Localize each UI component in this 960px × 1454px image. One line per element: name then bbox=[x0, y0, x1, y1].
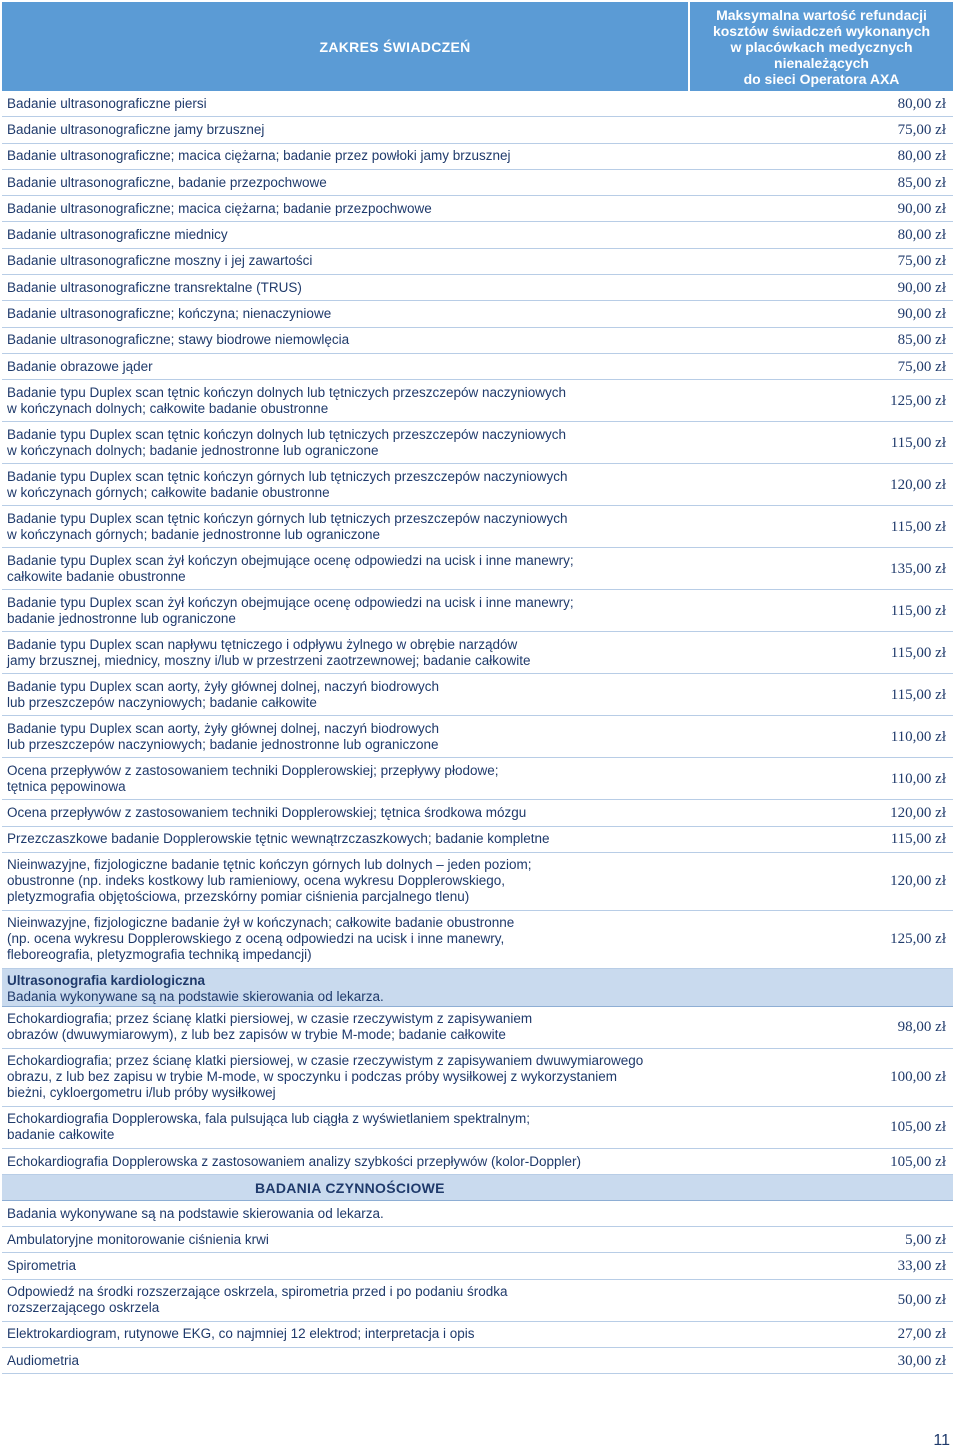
refund-amount: 50,00 zł bbox=[897, 1292, 946, 1309]
service-description: Badanie ultrasonograficzne jamy brzusznej bbox=[7, 121, 265, 137]
service-description: Badanie ultrasonograficzne moszny i jej zawartości bbox=[7, 253, 313, 269]
table-row bbox=[2, 674, 953, 716]
service-description: Echokardiografia Dopplerowska, fala pulsująca lub ciągła z wyświetlaniem spektralnym; badanie całkowite bbox=[7, 1111, 530, 1143]
table-row bbox=[2, 548, 953, 590]
service-description: Badanie typu Duplex scan aorty, żyły głównej dolnej, naczyń biodrowych lub przeszczepów naczyniowych; badanie całkowite bbox=[7, 678, 439, 710]
refund-amount: 85,00 zł bbox=[897, 174, 946, 191]
table-row bbox=[2, 196, 953, 222]
refund-amount: 115,00 zł bbox=[890, 831, 946, 848]
refund-amount: 120,00 zł bbox=[890, 804, 946, 821]
refund-amount: 110,00 zł bbox=[890, 728, 946, 745]
service-description: Badanie ultrasonograficzne; kończyna; nienaczyniowe bbox=[7, 306, 332, 322]
table-row bbox=[2, 91, 953, 117]
service-description: Badanie ultrasonograficzne; macica ciężarna; badanie przez powłoki jamy brzusznej bbox=[7, 148, 511, 164]
service-description: Badanie typu Duplex scan aorty, żyły głównej dolnej, naczyń biodrowych lub przeszczepów naczyniowych; badanie jednostronne lub ograniczone bbox=[7, 720, 439, 752]
refund-amount: 105,00 zł bbox=[890, 1153, 946, 1170]
ultrasound-rows bbox=[2, 91, 953, 969]
refund-amount: 115,00 zł bbox=[890, 602, 946, 619]
table-row bbox=[2, 758, 953, 800]
refund-amount: 27,00 zł bbox=[897, 1326, 946, 1343]
service-description: Ambulatoryjne monitorowanie ciśnienia krwi bbox=[7, 1231, 269, 1247]
page-number: 11 bbox=[933, 1432, 950, 1449]
section-title: BADANIA CZYNNOŚCIOWE bbox=[255, 1179, 445, 1196]
refund-amount: 90,00 zł bbox=[897, 200, 946, 217]
refund-amount: 125,00 zł bbox=[890, 931, 946, 948]
refund-amount: 110,00 zł bbox=[890, 770, 946, 787]
table-row bbox=[2, 464, 953, 506]
table-row bbox=[2, 328, 953, 354]
table-row bbox=[2, 1049, 953, 1107]
table-row bbox=[2, 1227, 953, 1253]
service-description: Badanie ultrasonograficzne piersi bbox=[7, 95, 207, 111]
refund-amount: 75,00 zł bbox=[897, 358, 946, 375]
table-row bbox=[2, 800, 953, 826]
section-title: Ultrasonografia kardiologiczna bbox=[7, 972, 206, 988]
service-description: Nieinwazyjne, fizjologiczne badanie żył w kończynach; całkowite badanie obustronne (np. ocena wykresu Dopplerowskiego z oceną odpowiedzi na ucisk i inne manewry, fleboreografia, pletyzmografia techniką impedancji) bbox=[7, 915, 515, 963]
max-refund-header-line: Maksymalna wartość refundacji bbox=[716, 6, 927, 23]
table-row bbox=[2, 1149, 953, 1175]
table-row bbox=[2, 170, 953, 196]
service-description: Echokardiografia Dopplerowska z zastosowaniem analizy szybkości przepływów (kolor-Doppler) bbox=[7, 1153, 581, 1169]
refund-amount: 115,00 zł bbox=[890, 686, 946, 703]
refund-amount: 120,00 zł bbox=[890, 476, 946, 493]
service-description: Badanie ultrasonograficzne transrektalne (TRUS) bbox=[7, 279, 302, 295]
refund-amount: 30,00 zł bbox=[897, 1352, 946, 1369]
table-row bbox=[2, 222, 953, 248]
refund-amount: 115,00 zł bbox=[890, 518, 946, 535]
refund-amount: 115,00 zł bbox=[890, 434, 946, 451]
service-description: Badanie typu Duplex scan tętnic kończyn dolnych lub tętniczych przeszczepów naczyniowych w kończynach dolnych; badanie jednostronne lub ograniczone bbox=[7, 426, 567, 458]
table-row bbox=[2, 354, 953, 380]
table-row bbox=[2, 716, 953, 758]
max-refund-header-line: do sieci Operatora AXA bbox=[743, 70, 900, 87]
service-description: Badanie obrazowe jąder bbox=[7, 358, 153, 374]
refund-amount: 85,00 zł bbox=[897, 332, 946, 349]
table-row bbox=[2, 301, 953, 327]
service-description: Badanie ultrasonograficzne; macica ciężarna; badanie przezpochwowe bbox=[7, 200, 432, 216]
cardiology-rows bbox=[2, 1007, 953, 1175]
refund-amount: 125,00 zł bbox=[890, 392, 946, 409]
max-refund-header-line: nienależących bbox=[774, 54, 869, 71]
table-row bbox=[2, 422, 953, 464]
section-cardiology bbox=[2, 969, 953, 1007]
functional-rows bbox=[2, 1227, 953, 1374]
service-description: Nieinwazyjne, fizjologiczne badanie tętnic kończyn górnych lub dolnych – jeden poziom; obustronne (np. indeks kostkowy lub ramieniowy, ocena wykresu Dopplerowskiego, pletyzmografia objętościowa, przezskórny pomiar ciśnienia parcjalnego tlenu) bbox=[7, 857, 532, 905]
service-description: Badanie typu Duplex scan żył kończyn obejmujące ocenę odpowiedzi na ucisk i inne manewry; całkowite badanie obustronne bbox=[7, 552, 574, 584]
table-row bbox=[2, 380, 953, 422]
table-row bbox=[2, 1007, 953, 1049]
service-description: Ocena przepływów z zastosowaniem techniki Dopplerowskiej; przepływy płodowe; tętnica pępowinowa bbox=[7, 762, 499, 794]
refund-amount: 100,00 zł bbox=[890, 1069, 946, 1086]
service-description: Ocena przepływów z zastosowaniem techniki Dopplerowskiej; tętnica środkowa mózgu bbox=[7, 804, 527, 820]
service-description: Audiometria bbox=[7, 1352, 80, 1368]
table-row bbox=[2, 1280, 953, 1322]
refund-amount: 90,00 zł bbox=[897, 306, 946, 323]
table-row bbox=[2, 827, 953, 853]
table-row bbox=[2, 249, 953, 275]
refund-amount: 75,00 zł bbox=[897, 253, 946, 270]
section-note: Badania wykonywane są na podstawie skierowania od lekarza. bbox=[7, 988, 384, 1004]
table-row bbox=[2, 144, 953, 170]
table-row bbox=[2, 117, 953, 143]
section-note: Badania wykonywane są na podstawie skierowania od lekarza. bbox=[2, 1201, 953, 1227]
refund-amount: 98,00 zł bbox=[897, 1019, 946, 1036]
table-row bbox=[2, 1253, 953, 1279]
refund-amount: 33,00 zł bbox=[897, 1258, 946, 1275]
refund-amount: 90,00 zł bbox=[897, 279, 946, 296]
refund-amount: 80,00 zł bbox=[897, 227, 946, 244]
service-description: Badanie typu Duplex scan tętnic kończyn dolnych lub tętniczych przeszczepów naczyniowych w kończynach dolnych; całkowite badanie obustronne bbox=[7, 384, 567, 416]
table-row bbox=[2, 632, 953, 674]
service-description: Badanie typu Duplex scan tętnic kończyn górnych lub tętniczych przeszczepów naczyniowych w kończynach górnych; całkowite badanie obustronne bbox=[7, 468, 568, 500]
service-description: Badanie typu Duplex scan napływu tętniczego i odpływu żylnego w obrębie narządów jamy brzusznej, miednicy, moszny i/lub w przestrzeni zaotrzewnowej; badanie całkowite bbox=[7, 636, 531, 668]
refund-table bbox=[2, 2, 953, 1374]
scope-header bbox=[2, 2, 688, 91]
service-description: Przezczaszkowe badanie Dopplerowskie tętnic wewnątrzczaszkowych; badanie kompletne bbox=[7, 831, 550, 847]
service-description: Echokardiografia; przez ścianę klatki piersiowej, w czasie rzeczywistym z zapisywaniem obrazów (dwuwymiarowym), z lub bez zapisów w trybie M-mode; badanie całkowite bbox=[7, 1011, 533, 1043]
table-row bbox=[2, 590, 953, 632]
service-description: Echokardiografia; przez ścianę klatki piersiowej, w czasie rzeczywistym z zapisywaniem dwuwymiarowego obrazu, z lub bez zapisu w trybie M-mode, w spoczynku i podczas próby wysiłkowej z wykorzystaniem bieżni, cykloergometru i/lub próby wysiłkowej bbox=[7, 1053, 644, 1101]
table-row bbox=[2, 1322, 953, 1348]
table-row bbox=[2, 1107, 953, 1149]
max-refund-header-line: kosztów świadczeń wykonanych bbox=[712, 22, 931, 39]
service-description: Elektrokardiogram, rutynowe EKG, co najmniej 12 elektrod; interpretacja i opis bbox=[7, 1326, 475, 1342]
refund-amount: 135,00 zł bbox=[890, 560, 946, 577]
refund-amount: 115,00 zł bbox=[890, 644, 946, 661]
max-refund-header-line: w placówkach medycznych bbox=[730, 38, 913, 55]
refund-amount: 120,00 zł bbox=[890, 873, 946, 890]
service-description: Badanie typu Duplex scan żył kończyn obejmujące ocenę odpowiedzi na ucisk i inne manewry; badanie jednostronne lub ograniczone bbox=[7, 594, 574, 626]
service-description: Spirometria bbox=[7, 1258, 77, 1274]
refund-amount: 80,00 zł bbox=[897, 148, 946, 165]
service-description: Odpowiedź na środki rozszerzające oskrzela, spirometria przed i po podaniu środka rozszerzającego oskrzela bbox=[7, 1284, 508, 1316]
scope-header-label: ZAKRES ŚWIADCZEŃ bbox=[319, 38, 471, 55]
refund-amount: 105,00 zł bbox=[890, 1119, 946, 1136]
service-description: Badanie ultrasonograficzne, badanie przezpochwowe bbox=[7, 174, 327, 190]
service-description: Badanie ultrasonograficzne miednicy bbox=[7, 227, 228, 243]
table-row bbox=[2, 911, 953, 969]
service-description: Badanie typu Duplex scan tętnic kończyn górnych lub tętniczych przeszczepów naczyniowych w kończynach górnych; badanie jednostronne lub ograniczone bbox=[7, 510, 568, 542]
section-functional bbox=[2, 1175, 953, 1201]
service-description: Badanie ultrasonograficzne; stawy biodrowe niemowlęcia bbox=[7, 332, 350, 348]
table-header bbox=[2, 2, 953, 91]
table-row bbox=[2, 853, 953, 911]
refund-amount: 5,00 zł bbox=[905, 1231, 946, 1248]
max-refund-header bbox=[690, 2, 953, 91]
refund-amount: 80,00 zł bbox=[897, 95, 946, 112]
table-row bbox=[2, 1348, 953, 1374]
table-row bbox=[2, 275, 953, 301]
refund-amount: 75,00 zł bbox=[897, 121, 946, 138]
table-row bbox=[2, 506, 953, 548]
